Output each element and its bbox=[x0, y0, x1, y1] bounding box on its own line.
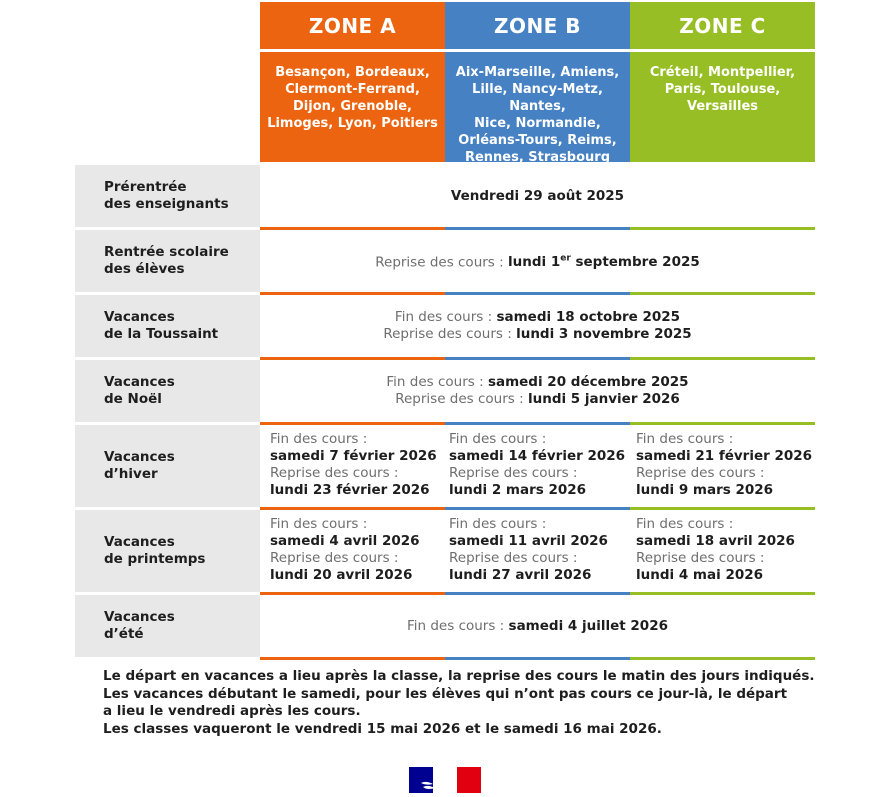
cell-rentree bbox=[260, 230, 815, 292]
row-label-line: Vacances bbox=[104, 534, 175, 550]
reprise-label: Reprise des cours : bbox=[636, 550, 765, 566]
zone-c-separator bbox=[630, 657, 815, 660]
footnote-line: a lieu le vendredi après les cours. bbox=[103, 703, 361, 719]
row-label-line: d’été bbox=[104, 626, 144, 642]
fin-date: samedi 18 avril 2026 bbox=[636, 533, 795, 549]
cell-noel bbox=[260, 360, 815, 422]
zone-b-city-line: Rennes, Strasbourg bbox=[464, 150, 611, 165]
zone-a-city-line: Dijon, Grenoble, bbox=[293, 99, 412, 114]
zone-b-separator bbox=[445, 657, 630, 660]
zone-a-city-line: Limoges, Lyon, Poitiers bbox=[267, 116, 438, 131]
row-label-ete bbox=[75, 595, 260, 657]
row-label-printemps bbox=[75, 510, 260, 592]
reprise-label: Reprise des cours : bbox=[395, 391, 524, 407]
row-label-noel bbox=[75, 360, 260, 422]
rentree-date-month: septembre 2025 bbox=[570, 254, 700, 271]
footnote-line: Les vacances débutant le samedi, pour les élèves qui n’ont pas cours ce jour-là, le départ bbox=[103, 685, 788, 702]
row-label-prerentree bbox=[75, 165, 260, 227]
rentree-date-sup: er bbox=[560, 253, 571, 264]
fin-label: Fin des cours : bbox=[449, 516, 547, 532]
prerentree-date: Vendredi 29 août 2025 bbox=[450, 187, 625, 204]
fin-label: Fin des cours : bbox=[270, 431, 368, 447]
marianne-logo-icon bbox=[409, 767, 481, 793]
row-label-line: de printemps bbox=[104, 551, 206, 567]
fin-label: Fin des cours : bbox=[636, 431, 734, 447]
reprise-label: Reprise des cours : bbox=[636, 465, 765, 481]
cell-printemps-zone-a bbox=[260, 510, 445, 592]
row-label-line: des élèves bbox=[104, 261, 185, 277]
reprise-date: lundi 27 avril 2026 bbox=[449, 567, 592, 583]
cell-toussaint bbox=[260, 295, 815, 357]
reprise-label: Reprise des cours : bbox=[270, 550, 399, 566]
zone-b-header bbox=[445, 2, 630, 49]
row-label-line: Vacances bbox=[104, 309, 175, 325]
cell-printemps-zone-c bbox=[630, 510, 815, 592]
fin-date: samedi 7 février 2026 bbox=[270, 448, 437, 464]
row-label-line: Vacances bbox=[104, 449, 175, 465]
reprise-date: lundi 9 mars 2026 bbox=[636, 482, 774, 498]
zone-b-cities bbox=[445, 52, 630, 165]
row-label-line: de la Toussaint bbox=[104, 326, 219, 342]
zone-b-city-line: Orléans-Tours, Reims, bbox=[458, 133, 617, 148]
fin-label: Fin des cours : bbox=[636, 516, 734, 532]
zone-a-title: ZONE A bbox=[308, 13, 397, 38]
fin-date: samedi 4 avril 2026 bbox=[270, 533, 420, 549]
row-label-hiver bbox=[75, 425, 260, 507]
reprise-date: lundi 5 janvier 2026 bbox=[527, 391, 680, 407]
zone-b-city-line: Aix-Marseille, Amiens, bbox=[455, 65, 620, 80]
fin-label: Fin des cours : bbox=[386, 374, 484, 390]
zone-b-city-line: Nice, Normandie, bbox=[474, 116, 601, 131]
row-label-toussaint bbox=[75, 295, 260, 357]
zone-b-title: ZONE B bbox=[493, 13, 582, 38]
reprise-date: lundi 4 mai 2026 bbox=[636, 567, 764, 583]
row-label-line: des enseignants bbox=[104, 196, 229, 212]
cell-prerentree bbox=[260, 165, 815, 227]
reprise-date: lundi 23 février 2026 bbox=[270, 482, 430, 498]
zone-a-city-line: Besançon, Bordeaux, bbox=[275, 65, 430, 80]
zone-c-city-line: Créteil, Montpellier, bbox=[649, 65, 796, 80]
row-label-rentree bbox=[75, 230, 260, 292]
zone-b-city-line: Lille, Nancy-Metz, Nantes, bbox=[472, 82, 603, 114]
reprise-date: lundi 3 novembre 2025 bbox=[516, 326, 692, 342]
cell-hiver-zone-b bbox=[445, 425, 630, 507]
reprise-label: Reprise des cours : bbox=[449, 465, 578, 481]
row-label-line: de Noël bbox=[104, 391, 162, 407]
zone-c-title: ZONE C bbox=[679, 13, 766, 38]
zone-c-cities bbox=[630, 52, 815, 162]
fin-date: samedi 21 février 2026 bbox=[636, 448, 813, 464]
fin-label: Fin des cours : bbox=[449, 431, 547, 447]
row-label-line: Vacances bbox=[104, 374, 175, 390]
row-label-line: Rentrée scolaire bbox=[104, 244, 229, 260]
rentree-date-day: lundi 1 bbox=[507, 254, 561, 271]
zone-c-header bbox=[630, 2, 815, 49]
reprise-date: lundi 2 mars 2026 bbox=[449, 482, 587, 498]
zone-a-cities bbox=[260, 52, 445, 162]
footnote-line: Le départ en vacances a lieu après la classe, la reprise des cours le matin des jours indiqués. bbox=[103, 668, 815, 684]
cell-ete bbox=[260, 595, 815, 657]
fin-date: samedi 20 décembre 2025 bbox=[487, 374, 689, 390]
reprise-date: lundi 20 avril 2026 bbox=[270, 567, 413, 583]
fin-date: samedi 14 février 2026 bbox=[449, 448, 626, 464]
cell-printemps-zone-b bbox=[445, 510, 630, 592]
zone-a-header bbox=[260, 2, 445, 49]
reprise-label: Reprise des cours : bbox=[270, 465, 399, 481]
fin-label: Fin des cours : bbox=[270, 516, 368, 532]
footnotes bbox=[103, 668, 823, 738]
fin-date: samedi 4 juillet 2026 bbox=[508, 617, 668, 634]
rentree-label: Reprise des cours : bbox=[375, 254, 504, 271]
cell-hiver-zone-c bbox=[630, 425, 815, 507]
reprise-label: Reprise des cours : bbox=[449, 550, 578, 566]
fin-date: samedi 18 octobre 2025 bbox=[496, 309, 681, 325]
zone-a-separator bbox=[260, 657, 445, 660]
footnote-line: Les classes vaqueront le vendredi 15 mai 2026 et le samedi 16 mai 2026. bbox=[103, 720, 662, 737]
fin-label: Fin des cours : bbox=[406, 617, 505, 634]
fin-date: samedi 11 avril 2026 bbox=[449, 533, 608, 549]
zone-a-city-line: Clermont-Ferrand, bbox=[285, 82, 420, 97]
zone-c-city-line: Versailles bbox=[686, 99, 758, 114]
zone-c-city-line: Paris, Toulouse, bbox=[664, 82, 781, 97]
rentree-date bbox=[508, 254, 700, 270]
row-label-line: Vacances bbox=[104, 609, 175, 625]
fin-label: Fin des cours : bbox=[394, 309, 493, 325]
row-label-line: d’hiver bbox=[104, 466, 158, 482]
row-label-line: Prérentrée bbox=[104, 179, 187, 195]
cell-hiver-zone-a bbox=[260, 425, 445, 507]
reprise-label: Reprise des cours : bbox=[383, 326, 512, 342]
rentree-line bbox=[375, 251, 700, 272]
